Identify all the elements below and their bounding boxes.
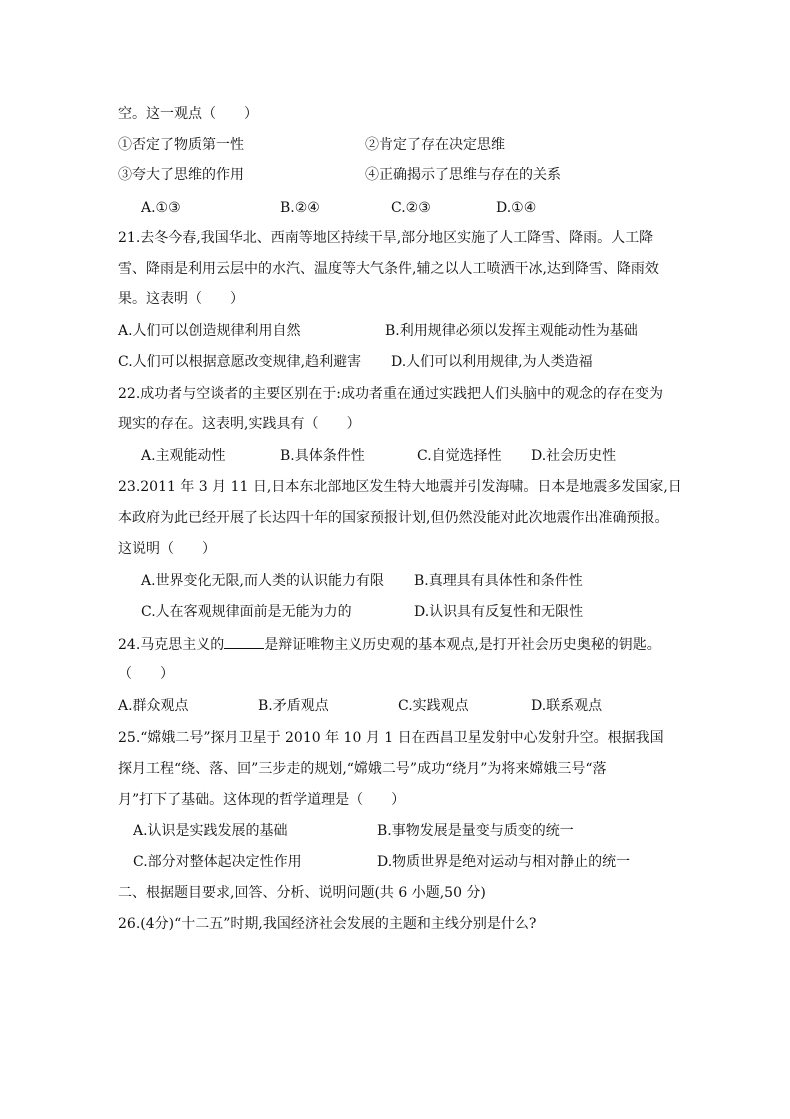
question-22: 22.成功者与空谈者的主要区别在于:成功者重在通过实践把人们头脑中的观念的存在变为 [118,386,663,402]
choice-d: D.①④ [496,200,537,216]
choice-a: A.①③ [141,200,181,216]
choice-b: B.事物发展是量变与质变的统一 [377,823,574,839]
choice-a: A.群众观点 [118,698,189,714]
text-line: 空。这一观点（ ） [118,106,258,122]
choice-c: C.②③ [391,200,431,216]
question-26: 26.(4分)“十二五”时期,我国经济社会发展的主题和主线分别是什么? [118,916,537,932]
text-line: 探月工程“绕、落、回”三步走的规划,“嫦娥二号”成功“绕月”为将来嫦娥三号“落 [118,761,607,777]
choice-c: C.人在客观规律面前是无能为力的 [141,604,352,620]
question-text: 24.马克思主义的 [118,637,225,653]
fill-blank [224,634,264,649]
question-24 [118,634,661,654]
option-1: ①否定了物质第一性 [118,137,244,153]
choice-a: A.世界变化无限,而人类的认识能力有限 [141,573,385,589]
choice-b: B.真理具有具体性和条件性 [414,573,583,589]
section-heading: 二、根据题目要求,回答、分析、说明问题(共 6 小题,50 分) [118,885,486,901]
option-2: ②肯定了存在决定思维 [365,137,505,153]
text-line: 月”打下了基础。这体现的哲学道理是（ ） [118,792,406,808]
choice-d: D.人们可以利用规律,为人类造福 [391,354,593,370]
text-line: 本政府为此已经开展了长达四十年的国家预报计划,但仍然没能对此次地震作出准确预报。 [118,510,669,526]
choice-a: A.人们可以创造规律利用自然 [118,323,301,339]
choice-a: A.主观能动性 [141,448,226,464]
text-line: 这说明（ ） [118,541,216,557]
question-23: 23.2011 年 3 月 11 日,日本东北部地区发生特大地震并引发海啸。日本是地震多发国家,日 [118,479,682,495]
choice-d: D.认识具有反复性和无限性 [414,604,584,620]
choice-b: B.②④ [280,200,320,216]
choice-b: B.具体条件性 [280,448,365,464]
option-4: ④正确揭示了思维与存在的关系 [365,167,561,183]
choice-d: D.社会历史性 [531,448,617,464]
option-3: ③夸大了思维的作用 [118,167,244,183]
choice-c: C.部分对整体起决定性作用 [133,854,302,870]
choice-c: C.实践观点 [398,698,469,714]
choice-b: B.矛盾观点 [258,698,329,714]
text-line: 果。这表明（ ） [118,291,244,307]
text-line: 现实的存在。这表明,实践具有（ ） [118,416,361,432]
choice-d: D.物质世界是绝对运动与相对静止的统一 [377,854,631,870]
question-text: 是辩证唯物主义历史观的基本观点,是打开社会历史奥秘的钥匙。 [264,637,661,653]
text-line: 雪、降雨是利用云层中的水汽、温度等大气条件,辅之以人工喷洒干冰,达到降雪、降雨效 [118,261,659,277]
choice-b: B.利用规律必须以发挥主观能动性为基础 [385,323,638,339]
question-21: 21.去冬今春,我国华北、西南等地区持续干旱,部分地区实施了人工降雪、降雨。人工降 [118,230,654,246]
choice-a: A.认识是实践发展的基础 [133,823,288,839]
choice-c: C.自觉选择性 [417,448,502,464]
choice-c: C.人们可以根据意愿改变规律,趋利避害 [118,354,362,370]
answer-bracket: （ ） [118,666,174,682]
choice-d: D.联系观点 [531,698,603,714]
question-25: 25.“嫦娥二号”探月卫星于 2010 年 10 月 1 日在西昌卫星发射中心发射升空。根据我国 [118,730,664,746]
